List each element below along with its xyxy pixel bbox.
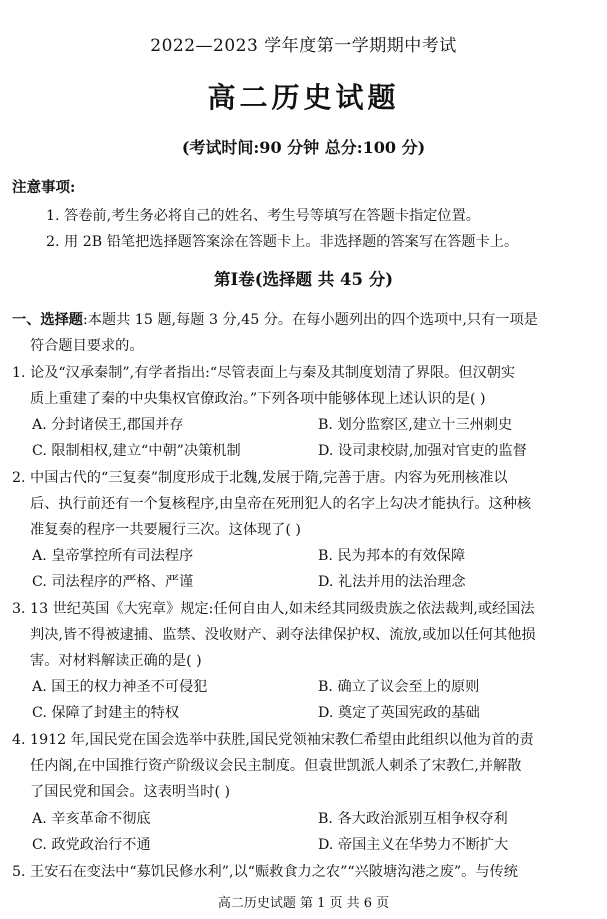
question-3-line: 害。对材料解读正确的是( ) bbox=[30, 653, 202, 669]
notice-item: 1. 答卷前,考生务必将自己的姓名、考生号等填写在答题卡指定位置。 bbox=[46, 208, 480, 224]
question-4-option-a: A. 辛亥革命不彻底 bbox=[32, 811, 151, 827]
question-1-line: 1. 论及“汉承秦制”,有学者指出:“尽管表面上与秦及其制度划清了界限。但汉朝实 bbox=[12, 365, 516, 381]
notice-item: 2. 用 2B 铅笔把选择题答案涂在答题卡上。非选择题的答案写在答题卡上。 bbox=[46, 234, 519, 250]
question-4-option-c: C. 政党政治行不通 bbox=[32, 837, 151, 853]
school-year-heading: 2022—2023 学年度第一学期期中考试 bbox=[150, 36, 457, 56]
question-4-line: 了国民党和国会。这表明当时( ) bbox=[30, 784, 231, 800]
question-2-line: 后、执行前还有一个复核程序,由皇帝在死刑犯人的名字上勾决才能执行。这种核 bbox=[30, 496, 532, 512]
question-3-option-b: B. 确立了议会至上的原则 bbox=[318, 679, 480, 695]
question-2-line: 2. 中国古代的“三复奏”制度形成于北魏,发展于隋,完善于唐。内容为死刑核准以 bbox=[12, 470, 508, 486]
section-title: 第Ⅰ卷(选择题 共 45 分) bbox=[213, 270, 394, 289]
exam-time-info: (考试时间:90 分钟 总分:100 分) bbox=[181, 138, 426, 157]
question-3-option-c: C. 保障了封建主的特权 bbox=[32, 705, 180, 721]
question-4-line: 4. 1912 年,国民党在国会选举中获胜,国民党领袖宋教仁希望由此组织以他为首的责 bbox=[12, 732, 534, 748]
question-3-option-d: D. 奠定了英国宪政的基础 bbox=[318, 705, 480, 721]
question-5-line: 5. 王安石在变法中“募饥民修水利”,以“赈救食力之农”“兴陂塘沟港之废”。与传统 bbox=[12, 864, 518, 880]
question-3-line: 判决,皆不得被逮捕、监禁、没收财产、剥夺法律保护权、流放,或加以任何其他损 bbox=[30, 627, 536, 643]
question-2-option-b: B. 民为邦本的有效保障 bbox=[318, 548, 466, 564]
page-title: 高二历史试题 bbox=[207, 81, 400, 114]
question-3-line: 3. 13 世纪英国《大宪章》规定:任何自由人,如未经其同级贵族之依法裁判,或经国法 bbox=[12, 601, 535, 617]
question-1-option-a: A. 分封诸侯王,郡国并存 bbox=[32, 417, 184, 433]
question-2-option-c: C. 司法程序的严格、严谨 bbox=[32, 574, 194, 590]
question-2-line: 准复奏的程序一共要履行三次。这体现了( ) bbox=[30, 522, 301, 538]
question-4-option-d: D. 帝国主义在华势力不断扩大 bbox=[318, 837, 509, 853]
question-2-option-d: D. 礼法并用的法治理念 bbox=[318, 574, 466, 590]
section-instruction bbox=[12, 309, 538, 329]
section-instruction-cont: 符合题目要求的。 bbox=[30, 338, 144, 354]
question-4-option-b: B. 各大政治派别互相争权夺利 bbox=[318, 811, 508, 827]
question-1-option-b: B. 划分监察区,建立十三州刺史 bbox=[318, 417, 513, 433]
question-1-line: 质上重建了秦的中央集权官僚政治。”下列各项中能够体现上述认识的是( ) bbox=[30, 391, 486, 407]
question-2-option-a: A. 皇帝掌控所有司法程序 bbox=[32, 548, 194, 564]
section-instruction-text: :本题共 15 题,每题 3 分,45 分。在每小题列出的四个选项中,只有一项是 bbox=[82, 312, 538, 328]
question-4-line: 任内阁,在中国推行资产阶级议会民主制度。但袁世凯派人刺杀了宋教仁,并解散 bbox=[30, 758, 522, 774]
notice-heading: 注意事项: bbox=[12, 179, 76, 196]
question-3-option-a: A. 国王的权力神圣不可侵犯 bbox=[32, 679, 208, 695]
question-1-option-c: C. 限制相权,建立“中朝”决策机制 bbox=[32, 443, 241, 459]
page-footer: 高二历史试题 第 1 页 共 6 页 bbox=[217, 896, 390, 911]
question-1-option-d: D. 设司隶校尉,加强对官吏的监督 bbox=[318, 443, 527, 459]
section-instruction-label: 一、选择题 bbox=[12, 312, 83, 328]
